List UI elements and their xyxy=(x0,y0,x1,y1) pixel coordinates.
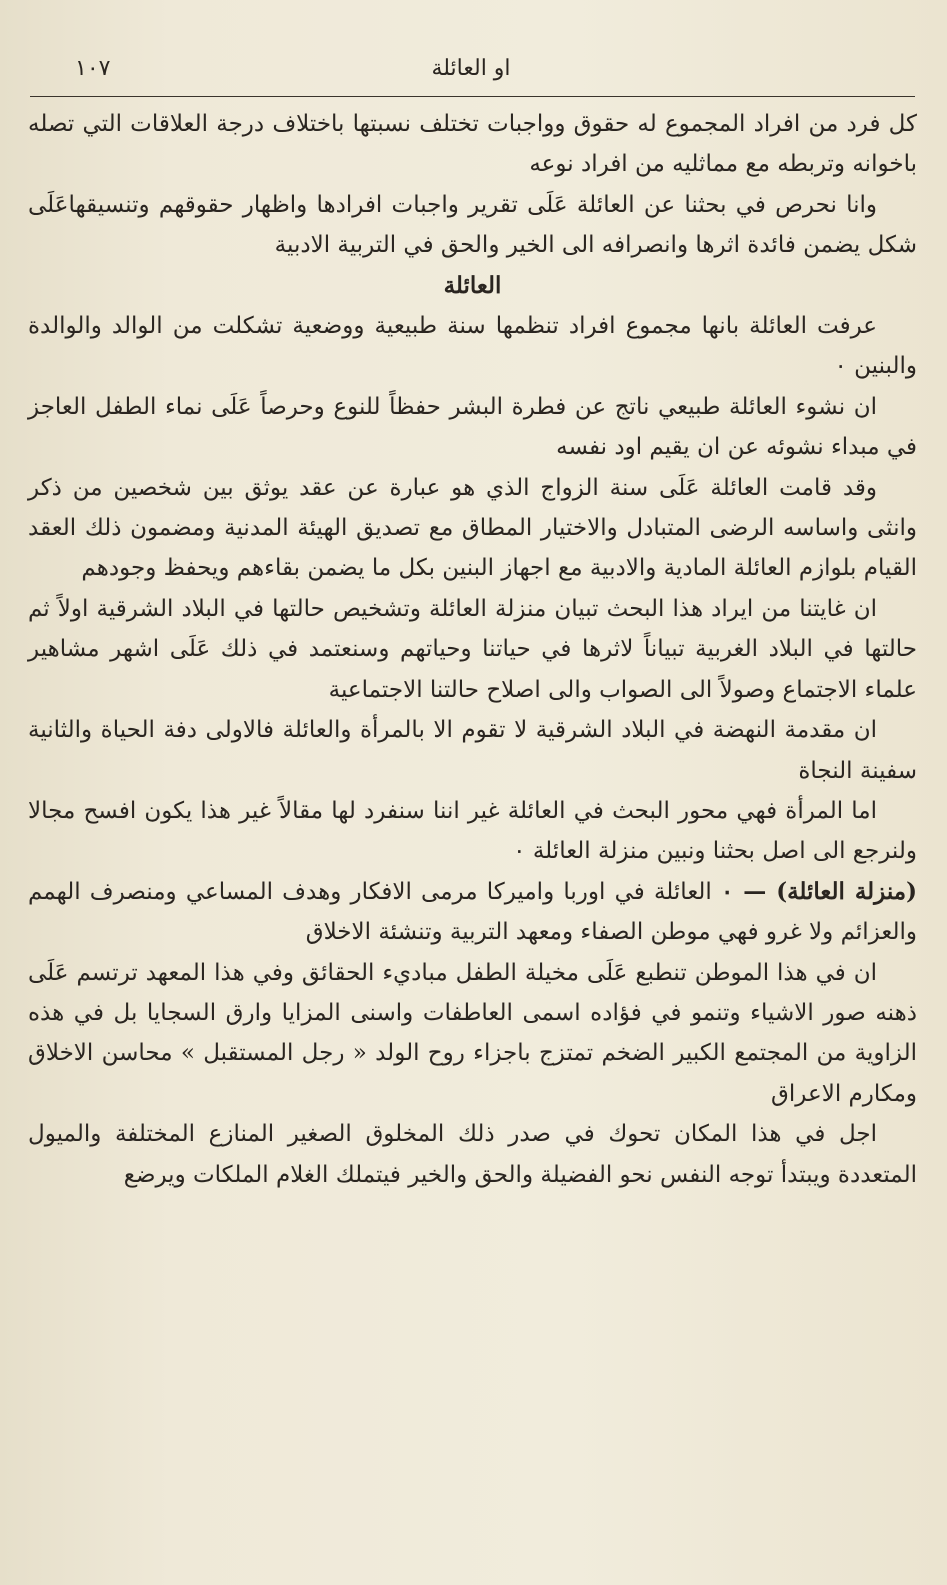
paragraph xyxy=(28,872,917,953)
paragraph: اما المرأة فهي محور البحث في العائلة غير اننا سنفرد لها مقالاً غير هذا يكون افسح مجالا ولنرجع الى اصل بحثنا ونبين منزلة العائلة ٠ xyxy=(28,797,917,865)
page-number: ١٠٧ xyxy=(75,56,111,81)
paragraph: كل فرد من افراد المجموع له حقوق وواجبات تختلف نسبتها باختلاف درجة العلاقات التي تصله باخوانه وتربطه مع مماثليه من افراد نوعه xyxy=(28,111,917,178)
paragraph: ان نشوء العائلة طبيعي ناتج عن فطرة البشر حفظاً للنوع وحرصاً عَلَى نماء الطفل العاجز في مبداء نشوئه عن ان يقيم اود نفسه xyxy=(28,393,917,461)
paragraph: ان غايتنا من ايراد هذا البحث تبيان منزلة العائلة وتشخيص حالتها في البلاد الشرقية اولاً ثم حالتها في البلاد الغربية تبياناً لاثرها في حياتنا وحياتهم وسنعتمد في ذلك عَلَى اشهر مشاهير علماء الاجتماع وصولاً الى الصواب والى اصلاح حالتنا الاجتماعية xyxy=(28,595,917,703)
inline-heading: (منزلة العائلة) — ٠ xyxy=(721,877,917,905)
paragraph-text: العائلة في اوربا واميركا مرمى الافكار وهدف المساعي ومنصرف الهمم والعزائم ولا غرو فهي موطن الصفاء ومعهد التربية وتنشئة الاخلاق xyxy=(28,878,917,946)
running-title: او العائلة xyxy=(431,56,511,81)
paragraph: ان مقدمة النهضة في البلاد الشرقية لا تقوم الا بالمرأة والعائلة فالاولى دفة الحياة والثانية سفينة النجاة xyxy=(28,717,917,784)
section-heading: العائلة xyxy=(443,271,502,299)
page-header xyxy=(30,52,912,96)
paragraph: وانا نحرص في بحثنا عن العائلة عَلَى تقرير واجبات افرادها واظهار حقوقهم وتنسيقهاعَلَى شكل يضمن فائدة اثرها وانصرافه الى الخير والحق في التربية الادبية xyxy=(28,191,917,259)
paragraph: عرفت العائلة بانها مجموع افراد تنظمها سنة طبيعية ووضعية تشكلت من الوالد والوالدة والبنين ٠ xyxy=(28,313,917,380)
paragraph: اجل في هذا المكان تحوك في صدر ذلك المخلوق الصغير المنازع المختلفة والميول المتعددة ويبتدأ توجه النفس نحو الفضيلة والحق والخير فيتملك الغلام الملكات ويرضع xyxy=(28,1121,917,1188)
paragraph: وقد قامت العائلة عَلَى سنة الزواج الذي هو عبارة عن عقد يوثق بين شخصين من ذكر وانثى واساسه الرضى المتبادل والاختيار المطاق مع تصديق الهيئة المدنية ومضمون ذلك العقد القيام بلوازم العائلة المادية والادبية مع اجهاز البنين بكل ما يضمن بقاءهم ويحفظ وجودهم xyxy=(28,474,917,582)
paragraph: ان في هذا الموطن تنطبع عَلَى مخيلة الطفل مباديء الحقائق وفي هذا المعهد ترتسم عَلَى ذهنه صور الاشياء وتنمو في فؤاده اسمى العاطفات واسنى المزايا وارق السجايا بل في هذه الزاوية من المجتمع الكبير الضخم تمتزج باجزاء روح الولد « رجل المستقبل » محاسن الاخلاق ومكارم الاعراق xyxy=(28,959,917,1107)
body-text xyxy=(28,104,917,1195)
header-rule xyxy=(30,96,915,97)
